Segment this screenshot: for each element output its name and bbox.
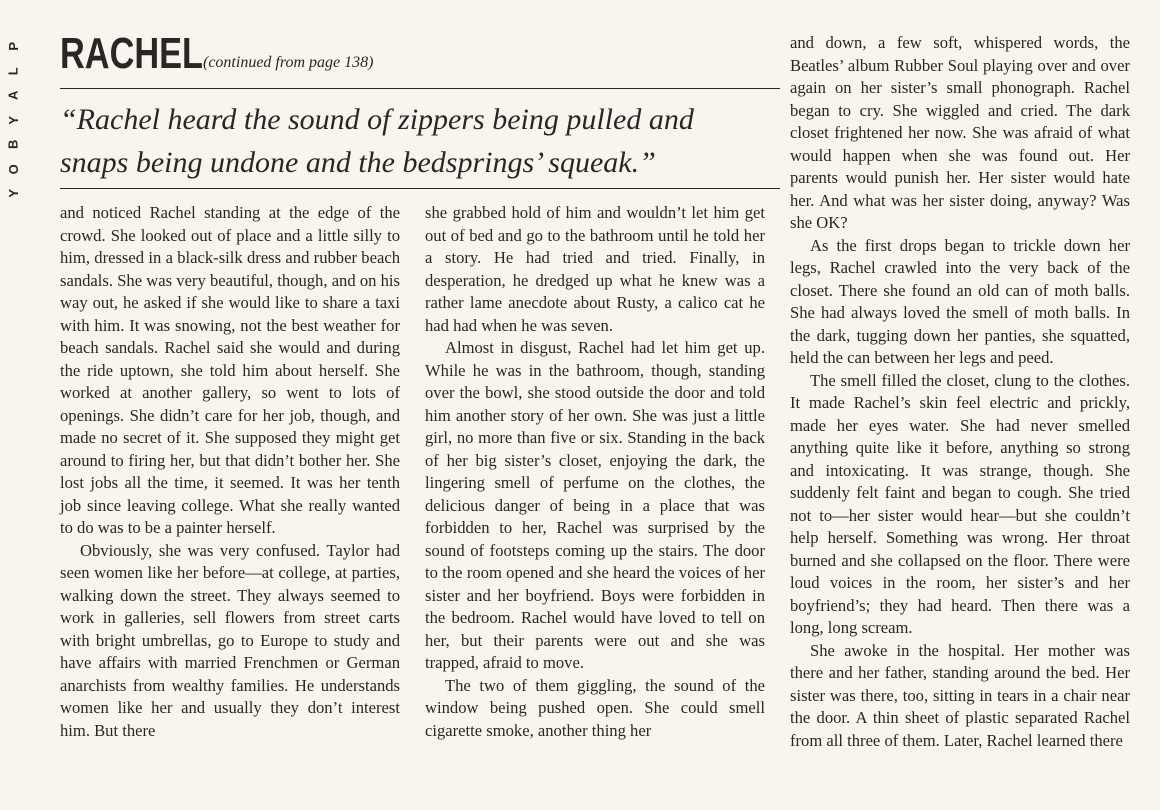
paragraph: Almost in disgust, Rachel had let him get up. While he was in the bathroom, though, standing over the bowl, she stood outside the door and told him another story of her own. She was just a little girl, no more than five or six. Standing in the back of her big sister’s closet, enjoying the dark, the lingering smell of perfume on the clothes, the delicious danger of being in a place that was forbidden to her, Rachel was surprised by the sound of footsteps coming up the stairs. The door to the room opened and she heard the voices of her sister and her boyfriend. Boys were forbidden in the bedroom. Rachel would have loved to tell on her, but their parents were out and she was trapped, afraid to move. <box>425 338 765 672</box>
paragraph: As the first drops began to trickle down her legs, Rachel crawled into the very back of the closet. There she found an old can of moth balls. She had always loved the smell of moth balls. In the dark, tugging down her panties, she squatted, held the can between her legs and peed. <box>790 235 1130 367</box>
magazine-masthead <box>6 34 22 206</box>
paragraph: The two of them giggling, the sound of the window being pushed open. She could smell cigarette smoke, another thing her <box>425 675 765 740</box>
masthead-letter: Y <box>5 115 21 125</box>
text-column-3 <box>790 32 1130 752</box>
top-rule <box>60 88 780 89</box>
pull-quote <box>60 98 780 184</box>
masthead-letter: O <box>5 163 21 174</box>
paragraph: The smell filled the closet, clung to the clothes. It made Rachel’s skin feel electric and prickly, made her eyes water. She had never smelled anything quite like it before, anything so strong and intoxicating. It was strange, though. She suddenly felt faint and began to cough. She tried not to—her sister would hear—but she couldn’t help herself. Something was wrong. Her throat burned and she collapsed on the floor. There were loud voices in the room, her sister’s and her boyfriend’s; they had heard. Then there was a long, long scream. <box>790 370 1130 637</box>
paragraph: and down, a few soft, whispered words, the Beatles’ album Rubber Soul playing over and over again on her sister’s small phonograph. Rachel began to cry. She wiggled and cried. The dark closet frightened her now. She was afraid of what would happen when she was found out. Her parents would punish her. Her sister would hate her. And what was her sister doing, anyway? Was she OK? <box>790 33 1130 232</box>
paragraph: she grabbed hold of him and wouldn’t let him get out of bed and go to the bathroom until he told her a story. He had tried and tried. Finally, in desperation, he dredged up what he knew was a rather lame anecdote about Rusty, a calico cat he had had when he was seven. <box>425 203 765 335</box>
pull-quote-line: snaps being undone and the bedsprings’ squeak.” <box>60 146 656 179</box>
masthead-letter: A <box>5 90 21 100</box>
bottom-rule <box>60 188 780 189</box>
paragraph: Obviously, she was very confused. Taylor had seen women like her before—at college, at parties, walking down the street. They always seemed to work in galleries, sell flowers from street carts with bright umbrellas, go to Europe to study and have affairs with married Frenchmen or German anarchists from wealthy families. He understands women like her and usually they don’t interest him. But there <box>60 540 400 740</box>
masthead-letter: B <box>5 139 21 149</box>
article-title: RACHEL <box>60 29 203 78</box>
text-column-1 <box>60 202 400 742</box>
text-column-2 <box>425 202 765 742</box>
masthead-letter: L <box>5 66 21 75</box>
continued-note: (continued from page 138) <box>203 54 374 71</box>
masthead-letter: P <box>5 41 21 51</box>
masthead-letter: Y <box>5 188 21 198</box>
pull-quote-line: “Rachel heard the sound of zippers being pulled and <box>60 103 694 136</box>
paragraph: and noticed Rachel standing at the edge of the crowd. She looked out of place and a little silly to him, dressed in a black-silk dress and rubber beach sandals. She was very beautiful, though, and on his way out, he asked if she would like to share a taxi with him. It was snowing, not the best weather for beach sandals. Rachel said she would and during the ride uptown, she told him about herself. She worked at another gallery, so went to lots of openings. She didn’t care for her job, though, and made no secret of it. She supposed they might get around to firing her, but that didn’t bother her. She lost jobs all the time, it seemed. It was her tenth job since leaving college. What she really wanted to do was to be a painter herself. <box>60 203 400 537</box>
paragraph: She awoke in the hospital. Her mother was there and her father, standing around the bed. Her sister was there, too, sitting in tears in a chair near the door. A thin sheet of plastic separated Rachel from all three of them. Later, Rachel learned there <box>790 640 1130 750</box>
